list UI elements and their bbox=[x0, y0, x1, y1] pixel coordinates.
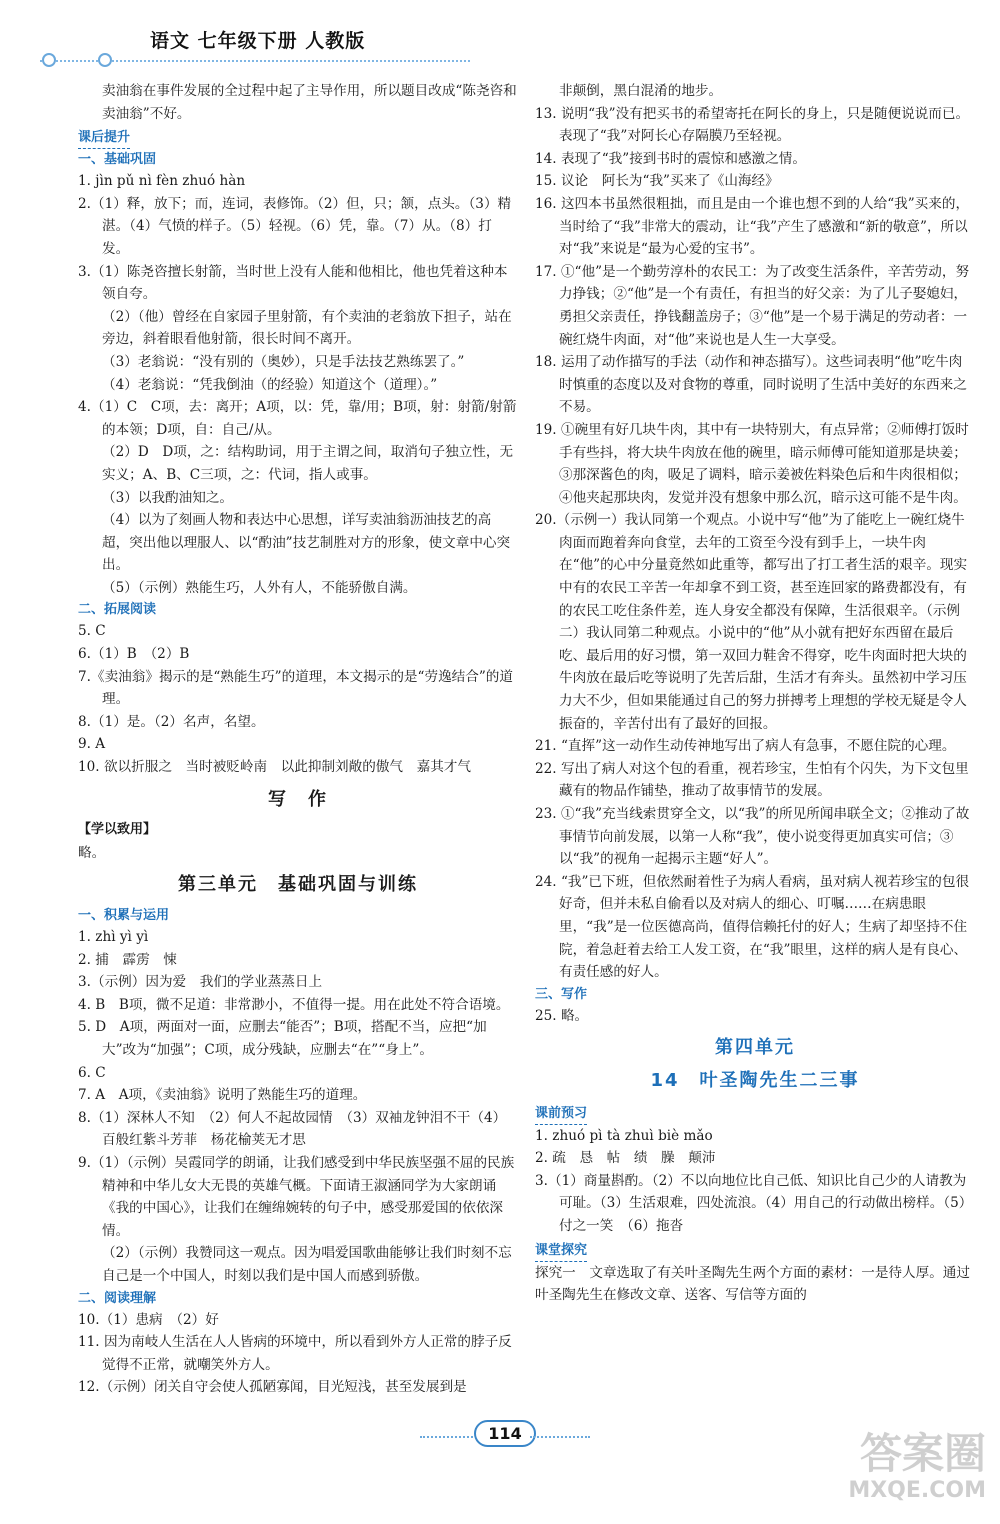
answer-text: 非颠倒，黑白混淆的地步。 bbox=[559, 83, 723, 99]
answer-item: 11. 因为南岐人生活在人人皆病的环境中，所以看到外方人正常的脖子反觉得不正常，就嘲笑外方人。 bbox=[78, 1334, 512, 1373]
section-label-row bbox=[78, 125, 518, 149]
page-number-footer bbox=[420, 1418, 590, 1454]
subsection-heading: 一、基础巩固 bbox=[78, 152, 157, 168]
section-label-row bbox=[535, 1101, 975, 1125]
answer-item: 21. “直挥”这一动作生动传神地写出了病人有急事，不愿住院的心理。 bbox=[535, 738, 956, 755]
answer-item: 14. 表现了“我”接到书时的震惊和感激之情。 bbox=[535, 150, 806, 167]
answer-item: 6. C bbox=[78, 1064, 106, 1081]
section-heading: 写 作 bbox=[268, 788, 328, 810]
answer-text: （5）（示例）熟能生巧，人外有人，不能骄傲自满。 bbox=[102, 579, 417, 596]
answer-item: 3.（示例）因为爱 我们的学业蒸蒸日上 bbox=[78, 974, 323, 991]
subsection-heading: 三、写作 bbox=[535, 986, 588, 1002]
answer-item: 15. 议论 阿长为“我”买来了《山海经》 bbox=[535, 173, 779, 190]
header-circle-icon bbox=[98, 53, 112, 67]
answer-item: 10.（1）患病 （2）好 bbox=[78, 1311, 219, 1328]
answer-item: 6.（1）B （2）B bbox=[78, 646, 190, 663]
header-circle-icon bbox=[42, 53, 56, 67]
answer-item: 17. ①“他”是一个勤劳淳朴的农民工：为了改变生活条件，辛苦劳动，努力挣钱；②“他”是一个有责任，有担当的好父亲：为了儿子娶媳妇，勇担父亲责任，挣钱翻盖房子；③“他”是一个易于满足的劳动者：一碗红烧牛肉面，对“他”来说也是人生一大享受。 bbox=[535, 263, 970, 348]
answer-item: 7. A A项，《卖油翁》说明了熟能生巧的道理。 bbox=[78, 1087, 367, 1104]
watermark-url: MXQE.COM bbox=[848, 1478, 986, 1503]
answer-item: 2. 疏 恳 帖 绩 臊 颠沛 bbox=[535, 1150, 716, 1167]
answer-item: 8.（1）是。（2）名声，名望。 bbox=[78, 713, 265, 730]
answer-item: 5. C bbox=[78, 623, 106, 640]
answer-item: 16. 这四本书虽然很粗拙，而且是由一个谁也想不到的人给“我”买来的，当时给了“我”非常大的震动，让“我”产生了感激和“新的敬意”，所以对“我”来说是“最为心爱的宝书”。 bbox=[535, 195, 970, 258]
section-label: 课前预习 bbox=[535, 1104, 587, 1125]
section-label: 课堂探究 bbox=[535, 1241, 587, 1262]
answer-item: 9.（1）（示例）吴霞同学的朗诵，让我们感受到中华民族坚强不屈的民族精神和中华儿女大无畏的英雄气概。下面请王淑涵同学为大家朗诵《我的中国心》，让我们在缠绵婉转的句子中，感受那爱国的依依深情。 bbox=[78, 1154, 515, 1239]
answer-text: （2）（示例）我赞同这一观点。因为唱爱国歌曲能够让我们时刻不忘自己是一个中国人，时刻以我们是中国人而感到骄傲。 bbox=[102, 1245, 512, 1284]
answer-item: 22. 写出了病人对这个包的看重，视若珍宝，生怕有个闪失，为下文包里藏有的物品作铺垫，推动了故事情节的发展。 bbox=[535, 760, 969, 800]
answer-item: 3.（1）商量斟酌。（2）不以向地位比自己低、知识比自己少的人请教为可耻。（3）生活艰难，四处流浪。（4）用自己的行动做出榜样。（5）付之一笑 （6）拖沓 bbox=[535, 1172, 973, 1234]
unit-heading: 第四单元 bbox=[715, 1037, 795, 1059]
answer-text: 卖油翁在事件发展的全过程中起了主导作用，所以题目改成“陈尧咨和卖油翁”不好。 bbox=[102, 83, 517, 122]
answer-item: 1. zhì yì yì bbox=[78, 929, 149, 945]
answer-item: 2. 捕 霹雳 悚 bbox=[78, 951, 177, 968]
bracket-tag: 【学以致用】 bbox=[78, 822, 157, 838]
answer-item: 25. 略。 bbox=[535, 1007, 589, 1024]
subsection-heading: 二、拓展阅读 bbox=[78, 602, 157, 618]
answer-item: 19. ①碗里有好几块牛肉，其中有一块特别大，有点异常；②师傅打饭时手有些抖，将大块牛肉放在他的碗里，暗示师傅可能知道那是块姜；③那深酱色的肉，吸足了调料，暗示姜被佐料染色后和牛肉很相似；④他夹起那块肉，发觉并没有想象中那么沉，暗示这可能不是牛肉。 bbox=[535, 421, 969, 506]
answer-item: 23. ①“我”充当线索贯穿全文，以“我”的所见所闻串联全文；②推动了故事情节向前发展，以第一人称“我”，使小说变得更加真实可信；③以“我”的视角一起揭示主题“好人”。 bbox=[535, 806, 970, 868]
subsection-heading: 一、积累与运用 bbox=[78, 908, 170, 923]
section-label: 课后提升 bbox=[78, 128, 130, 149]
answer-item: 1. jìn pǔ nì fèn zhuó hàn bbox=[78, 173, 246, 190]
left-column bbox=[78, 80, 518, 1399]
answer-text: （4）老翁说：“凭我倒油（的经验）知道这个（道理）。” bbox=[102, 376, 438, 393]
answer-text: （4）以为了刻画人物和表达中心思想，详写卖油翁沥油技艺的高超，突出他以理服人、以“酌油”技艺制胜对方的形象，使文章中心突出。 bbox=[102, 512, 511, 574]
answer-item: 20.（示例一）我认同第一个观点。小说中写“他”为了能吃上一碗红烧牛肉面而跑着奔向食堂，去年的工资至今没有到手上，一块牛肉在“他”的心中分量竟然如此重等，都写出了打工者生活的艰辛。现实中有的农民工辛苦一年却拿不到工资，甚至连回家的路费都没有，有的农民工吃住条件差，连人身安全都没有保障，生活很艰辛。（示例二）我认同第二种观点。小说中的“他”从小就有把好东西留在最后吃、最后用的好习惯，第一双回力鞋舍不得穿，吃牛肉面时把大块的牛肉放在最后吃等说明了先苦后甜，生活才有奔头。虽然初中学习压力大不少，但如果能通过自己的努力拼搏考上理想的学校无疑是令人振奋的，辛苦付出有了最好的回报。 bbox=[535, 512, 968, 732]
answer-item: 7.《卖油翁》揭示的是“熟能生巧”的道理，本文揭示的是“劳逸结合”的道理。 bbox=[78, 668, 513, 708]
answer-item: 13. 说明“我”没有把买书的希望寄托在阿长的身上，只是随便说说而已。表现了“我”对阿长心存隔膜乃至轻视。 bbox=[535, 105, 970, 145]
answer-text: （2）D D项，之：结构助词，用于主谓之间，取消句子独立性，无实义；A、B、C三项，之：代词，指人或事。 bbox=[102, 444, 514, 483]
answer-item: 18. 运用了动作描写的手法（动作和神态描写）。这些词表明“他”吃牛肉时慎重的态度以及对食物的尊重，同时说明了生活中美好的东西来之不易。 bbox=[535, 354, 967, 416]
answer-item: 2.（1）释，放下；而，连词，表修饰。（2）但，只；颔，点头。（3）精湛。（4）气愤的样子。（5）轻视。（6）凭，靠。（7）从。（8）打发。 bbox=[78, 195, 512, 257]
answer-text: 略。 bbox=[78, 844, 106, 861]
answer-item: 5. D A项，两面对一面，应删去“能否”；B项，搭配不当，应把“加大”改为“加强”；C项，成分残缺，应删去“在”“身上”。 bbox=[78, 1019, 487, 1058]
answer-item: 8.（1）深林人不知 （2）何人不起故园情 （3）双袖龙钟泪不干（4）百般红紫斗芳菲 杨花榆荚无才思 bbox=[78, 1109, 507, 1149]
answer-item: 4. B B项，微不足道：非常渺小，不值得一提。用在此处不符合语境。 bbox=[78, 996, 510, 1013]
book-title: 语文 七年级下册 人教版 bbox=[150, 30, 366, 52]
right-column bbox=[535, 80, 975, 1307]
answer-item: 4.（1）C C项，去：离开；A项，以：凭，靠/用；B项，射：射箭/射箭的本领；D项，自：自己/从。 bbox=[78, 399, 517, 438]
answer-item: 24. “我”已下班，但依然耐着性子为病人看病，虽对病人视若珍宝的包很好奇，但并未私自偷看以及对病人的细心、叮嘱……在病患眼里，“我”是一位医德高尚，值得信赖托付的好人；生病了却坚持不住院，着急赶着去给工人发工资，在“我”眼里，这样的病人是有良心、有责任感的好人。 bbox=[535, 873, 970, 981]
watermark-text: 答案圈 bbox=[859, 1429, 986, 1478]
answer-item: 3.（1）陈尧咨擅长射箭，当时世上没有人能和他相比，他也凭着这种本领自夸。 bbox=[78, 263, 508, 303]
answer-text: （2）（他）曾经在自家园子里射箭，有个卖油的老翁放下担子，站在旁边，斜着眼看他射箭，很长时间不离开。 bbox=[102, 308, 512, 348]
answer-item: 12.（示例）闭关自守会使人孤陋寡闻，目光短浅，甚至发展到是 bbox=[78, 1379, 467, 1396]
answer-item: 9. A bbox=[78, 736, 106, 753]
answer-text: （3）以我酌油知之。 bbox=[102, 489, 233, 506]
page-header bbox=[40, 20, 480, 76]
unit-heading: 14 叶圣陶先生二三事 bbox=[650, 1069, 860, 1091]
watermark-logo bbox=[786, 1430, 986, 1514]
section-label-row bbox=[535, 1238, 975, 1262]
section-heading: 第三单元 基础巩固与训练 bbox=[178, 874, 418, 896]
subsection-heading: 二、阅读理解 bbox=[78, 1290, 157, 1306]
answer-text: 探究一 文章选取了有关叶圣陶先生两个方面的素材：一是待人厚。通过叶圣陶先生在修改文章、送客、写信等方面的 bbox=[535, 1264, 970, 1304]
answer-text: （3）老翁说：“没有别的（奥妙），只是手法技艺熟练罢了。” bbox=[102, 353, 465, 370]
page-number: 114 bbox=[474, 1420, 535, 1447]
answer-item: 1. zhuó pì tà zhuì biè mǎo bbox=[535, 1127, 713, 1144]
footer-dotted-line bbox=[420, 1436, 480, 1438]
answer-item: 10. 欲以折服之 当时被贬岭南 以此抑制刘敞的傲气 嘉其才气 bbox=[78, 759, 471, 776]
footer-dotted-line bbox=[530, 1436, 590, 1438]
